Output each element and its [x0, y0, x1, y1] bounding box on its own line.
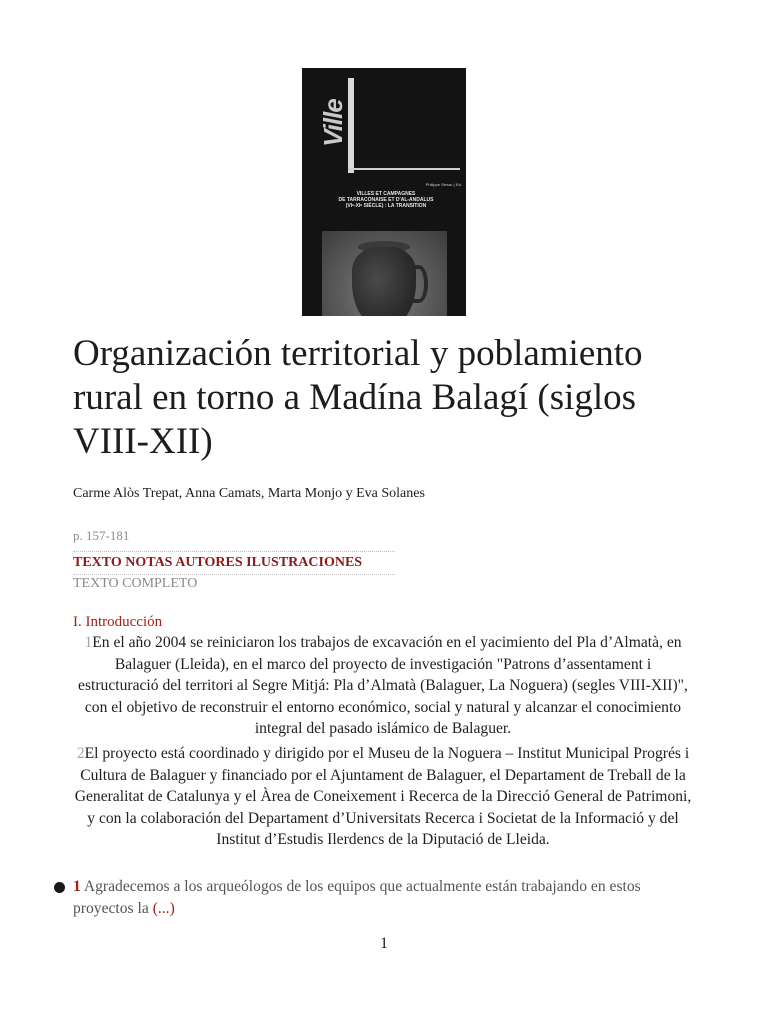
cover-title: [316, 191, 456, 209]
footnote: [54, 876, 694, 919]
divider: [73, 574, 395, 575]
cover-divider: [348, 168, 460, 170]
paragraph-text: En el año 2004 se reiniciaron los trabajos de excavación en el yacimiento del Pla d’Almatà, en Balaguer (Lleida), en el marco del proyecto de investigación "Patrons d’assentament i estructuració del territori al Segre Mitjá: Pla d’Almatà (Balaguer, La Noguera) (segles VIII-XII)", con el objetivo de reconstruir el entorno económico, social y natural y alcanzar el conocimiento integral del pasado islámico de Balaguer.: [78, 634, 688, 737]
page-range: p. 157-181: [73, 528, 130, 543]
footnote-more-link[interactable]: (...): [152, 899, 175, 917]
book-cover: [302, 68, 466, 316]
page-number: 1: [380, 935, 388, 952]
footnote-text: Agradecemos a los arqueólogos de los equipos que actualmente están trabajando en estos proyectos la: [73, 878, 641, 917]
cover-photo-pot: [322, 231, 447, 316]
tab-texto[interactable]: TEXTO: [73, 555, 122, 570]
paragraph-number: 2: [76, 745, 85, 762]
footnote-body: [73, 876, 694, 919]
tab-autores[interactable]: AUTORES: [175, 555, 243, 570]
cover-logo: Ville: [317, 99, 348, 147]
paragraph-text: El proyecto está coordinado y dirigido por el Museu de la Noguera – Institut Municipal Progrés i Cultura de Balaguer y financiado por el Ajuntament de Balaguer, el Departament de Treball de la Generalitat de Catalunya y el Àrea de Coneixement i Recerca de la Direcció General de Patrimoni, y con la colaboración del Departament d’Universitats Recerca i Societat de la Informació y del Institut d’Estudis Ilerdencs de la Diputació de Lleida.: [74, 745, 692, 848]
tab-notas[interactable]: NOTAS: [125, 555, 173, 570]
pot-body: [352, 247, 416, 316]
cover-author: Philippe Sénac ( Ed.: [425, 182, 462, 187]
cover-title-line: DE TARRACONAISE ET D'AL-ANDALUS: [338, 197, 434, 203]
article-authors: Carme Alòs Trepat, Anna Camats, Marta Monjo y Eva Solanes: [73, 486, 425, 501]
subtab-texto-completo[interactable]: TEXTO COMPLETO: [73, 576, 198, 591]
cover-title-line: VILLES ET CAMPAGNES: [356, 191, 416, 197]
paragraph: [73, 743, 693, 851]
paragraph-number: 1: [84, 634, 93, 651]
footnote-number[interactable]: 1: [73, 878, 81, 895]
article-nav: [73, 555, 362, 571]
pot-handle: [410, 265, 428, 303]
cover-title-line: (VIᵉ-XIᵉ SIÈCLE) : LA TRANSITION: [345, 203, 427, 209]
article-title: Organización territorial y poblamiento rural en torno a Madína Balagí (siglos VIII-XII): [73, 333, 643, 462]
paragraph: [73, 632, 693, 740]
tab-ilustraciones[interactable]: ILUSTRACIONES: [246, 555, 363, 570]
section-heading: I. Introducción: [73, 614, 163, 630]
divider: [73, 551, 395, 552]
bullet-icon: [54, 882, 65, 893]
